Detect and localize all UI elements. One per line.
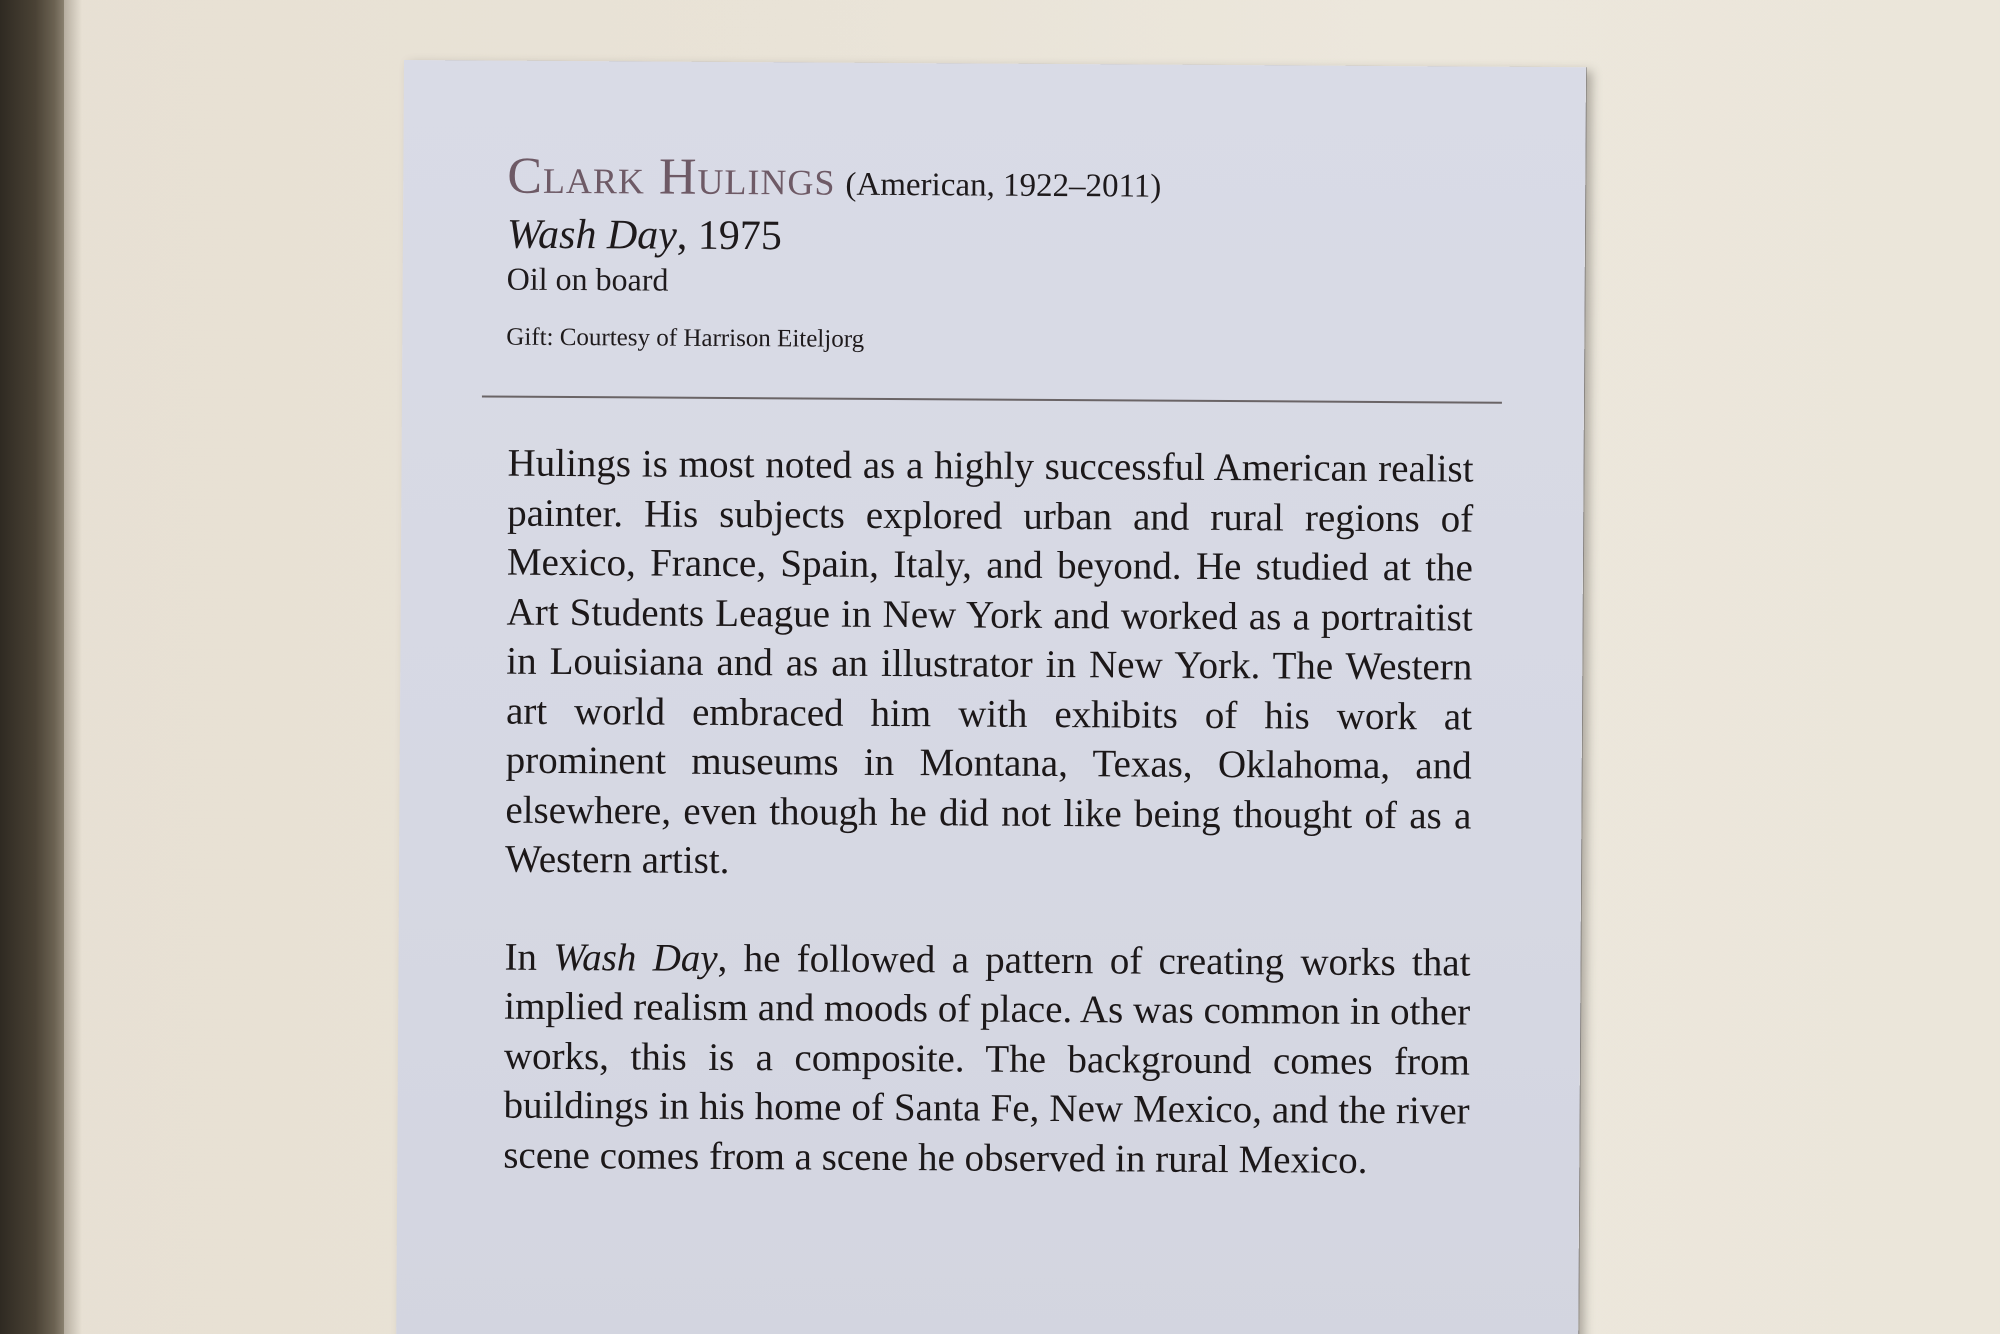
label-header xyxy=(506,147,1507,358)
frame-shadow xyxy=(64,0,82,1334)
description-paragraph-2 xyxy=(503,932,1470,1185)
credit-line: Gift: Courtesy of Harrison Eiteljorg xyxy=(506,323,865,353)
paragraph-2-lead: In xyxy=(504,935,554,979)
paragraph-2-title: Wash Day xyxy=(553,935,718,980)
museum-label-placard xyxy=(396,60,1586,1334)
artwork-year: , 1975 xyxy=(676,212,783,260)
paragraph-2-rest: , he followed a pattern of creating works that implied realism and moods of place. As was common in other works, this is a composite. The background comes from buildings in his home of Santa Fe, New Mexico, and the river scene comes from a scene he observed in rural Mexico. xyxy=(503,936,1471,1182)
painting-frame-edge xyxy=(0,0,64,1334)
artwork-title: Wash Day xyxy=(506,211,678,259)
artist-name: Clark Hulings xyxy=(507,147,836,207)
artist-dates: (American, 1922–2011) xyxy=(845,166,1162,205)
divider-rule xyxy=(482,395,1502,403)
artwork-title-line xyxy=(507,213,1507,263)
artist-line xyxy=(507,147,1507,209)
description-paragraph-1: Hulings is most noted as a highly successful American realist painter. His subjects explored urban and rural regions of Mexico, France, Spain, Italy, and beyond. He studied at the Art Students League in New York and worked as a portraitist in Louisiana and as an illustrator in New York. The Western art world embraced him with exhibits of his work at prominent museums in Montana, Texas, Oklahoma, and elsewhere, even though he did not like being thought of as a Western artist. xyxy=(504,441,1474,883)
label-description xyxy=(503,439,1474,1186)
artwork-medium: Oil on board xyxy=(506,260,669,298)
